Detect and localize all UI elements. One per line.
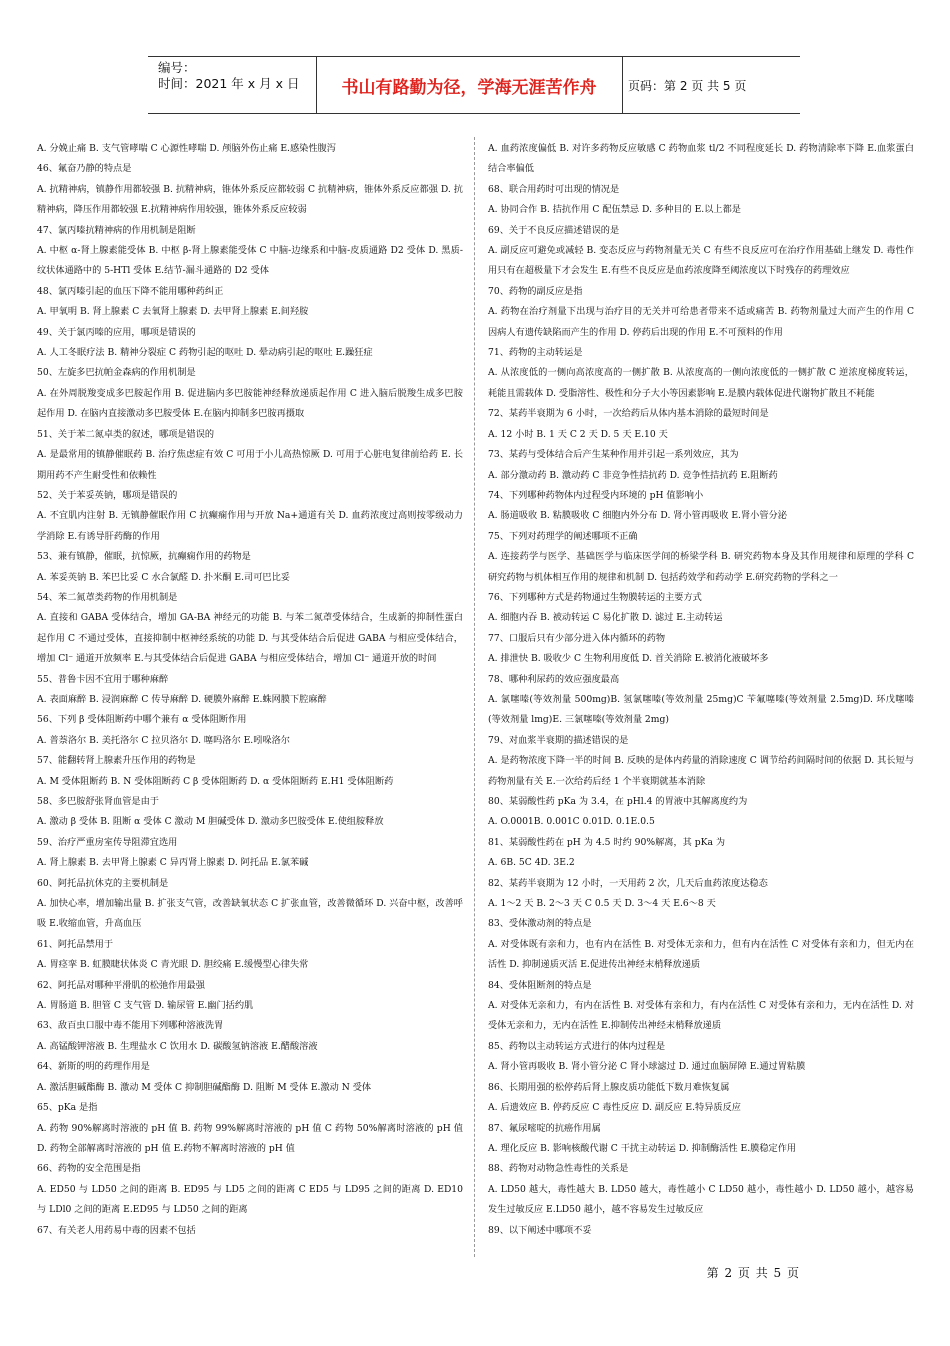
question-line: A. 普萘洛尔 B. 美托洛尔 C 拉贝洛尔 D. 噻吗洛尔 E.吲哚洛尔 bbox=[37, 734, 290, 746]
question-line: 46、氟奋乃静的特点是 bbox=[37, 163, 132, 175]
question-line: 59、治疗严重房室传导阻滞宜选用 bbox=[37, 836, 178, 848]
question-line: A. 高锰酸钾溶液 B. 生理盐水 C 饮用水 D. 碳酸氢钠溶液 E.醋酸溶液 bbox=[37, 1040, 318, 1052]
question-line: 83、受体激动剂的特点是 bbox=[488, 918, 592, 930]
question-line: A. 肾上腺素 B. 去甲肾上腺素 C 异丙肾上腺素 D. 阿托品 E.氯苯碱 bbox=[37, 857, 309, 869]
question-line: 84、受体阻断剂的特点是 bbox=[488, 979, 592, 991]
question-line: 48、氯丙嗪引起的血压下降不能用哪种药纠正 bbox=[37, 285, 224, 297]
page-footer: 第 2 页 共 5 页 bbox=[706, 1266, 800, 1280]
question-line: 89、以下阐述中哪项不妥 bbox=[488, 1224, 592, 1236]
question-line: 85、药物以主动转运方式进行的体内过程是 bbox=[488, 1040, 666, 1052]
question-line: 50、左旋多巴抗帕金森病的作用机制是 bbox=[37, 367, 196, 379]
question-line: A. 药物 90%解离时溶液的 pH 值 B. 药物 99%解离时溶液的 pH 值 C 药物 50%解离时溶液的 pH 值 D. 药物全部解离时溶液的 pH 值 E.药物不解离时溶液的 pH 值 bbox=[37, 1122, 463, 1154]
question-line: A. 表面麻醉 B. 浸润麻醉 C 传导麻醉 D. 硬膜外麻醉 E.蛛网膜下腔麻醉 bbox=[37, 693, 327, 705]
question-line: 58、多巴胺舒张肾血管是由于 bbox=[37, 796, 159, 807]
question-line: A. ED50 与 LD50 之间的距离 B. ED95 与 LD5 之间的距离 C ED5 与 LD95 之间的距离 D. ED10 与 LDl0 之间的距离 E.ED95 与 LD50 之间的距离 bbox=[37, 1183, 463, 1216]
question-line: 87、氟尿嘧啶的抗癌作用属 bbox=[488, 1122, 601, 1134]
question-line: A. 12 小时 B. 1 天 C 2 天 D. 5 天 E.10 天 bbox=[488, 428, 668, 440]
column-divider bbox=[474, 137, 475, 1257]
question-line: 62、阿托品对哪种平滑肌的松弛作用最强 bbox=[37, 979, 205, 991]
question-line: 81、某弱酸性药在 pH 为 4.5 时约 90%解离，其 pKa 为 bbox=[488, 836, 726, 848]
question-line: A. 激活胆碱酯酶 B. 激动 M 受体 C 抑制胆碱酯酶 D. 阻断 M 受体 E.激动 N 受体 bbox=[37, 1081, 372, 1093]
question-line: 65、pKa 是指 bbox=[37, 1102, 98, 1114]
left-column bbox=[37, 139, 463, 1241]
motto: 书山有路勤为径，学海无涯苦作舟 bbox=[341, 77, 597, 98]
question-line: A. 从浓度低的一侧向高浓度高的一侧扩散 B. 从浓度高的一侧向浓度低的一侧扩散 C 逆浓度梯度转运，耗能且需载体 D. 受脂溶性、极性和分子大小等因素影响 E.是膜内载体促进代谢物扩散且不耗能 bbox=[488, 367, 914, 399]
question-line: A. 肾小管再吸收 B. 肾小管分泌 C 肾小球滤过 D. 通过血脑屏障 E.通过胃粘膜 bbox=[488, 1061, 806, 1073]
question-line: 68、联合用药时可出现的情况是 bbox=[488, 183, 620, 195]
question-line: A. 药物在治疗剂量下出现与治疗目的无关并可给患者带来不适或痛苦 B. 药物剂量过大而产生的作用 C 因病人有遗传缺陷而产生的作用 D. 停药后出现的作用 E.不可预料的作用 bbox=[488, 306, 914, 338]
question-line: 60、阿托品抗休克的主要机制是 bbox=[37, 877, 169, 889]
question-line: 52、关于苯妥英钠，哪项是错误的 bbox=[37, 489, 178, 501]
question-line: 64、新斯的明的药理作用是 bbox=[37, 1061, 150, 1073]
question-line: A. 不宜肌内注射 B. 无镇静催眠作用 C 抗癫痫作用与开放 Na+通道有关 D. 血药浓度过高则按零级动力学消除 E.有诱导肝药酶的作用 bbox=[37, 510, 463, 542]
question-line: A. 氯噻嗪(等效剂量 500mg)B. 氢氯噻嗪(等效剂量 25mg)C 苄氟噻嗪(等效剂量 2.5mg)D. 环戊噻嗪(等效剂量 lmg)E. 三氯噻嗪(等效剂量 2mg) bbox=[488, 693, 914, 726]
question-line: 69、关于不良反应描述错误的是 bbox=[488, 224, 620, 236]
question-line: 73、某药与受体结合后产生某种作用并引起一系列效应，其为 bbox=[488, 449, 739, 461]
question-line: A. 胃肠道 B. 胆管 C 支气管 D. 输尿管 E.幽门括约肌 bbox=[37, 1000, 254, 1012]
question-line: A. 在外周脱羧变成多巴胺起作用 B. 促进脑内多巴胺能神经释放递质起作用 C 进入脑后脱羧生成多巴胺起作用 D. 在脑内直接激动多巴胺受体 E.在脑内抑制多巴胺再摄取 bbox=[37, 387, 463, 420]
question-line: 86、长期用强的松停药后肾上腺皮质功能低下数月难恢复属 bbox=[488, 1081, 730, 1093]
time-label: 时间：2021 年 x 月 x 日 bbox=[158, 76, 300, 91]
question-line: 74、下列哪种药物体内过程受内环境的 pH 值影响小 bbox=[488, 489, 704, 501]
question-line: A. 直接和 GABA 受体结合，增加 GA-BA 神经元的功能 B. 与苯二氮䓬受体结合，生成新的抑制性蛋白起作用 C 不通过受体，直接抑制中枢神经系统的功能 D. 与其受体结合后促进 GABA 与相应受体结合，增加 Cl⁻ 通道开放频率 E.与其受体结合后促进 GABA 与相应受体结合，增加 Cl⁻ 通道开放的时间 bbox=[37, 612, 463, 665]
question-line: A. 是最常用的镇静催眠药 B. 治疗焦虑症有效 C 可用于小儿高热惊厥 D. 可用于心脏电复律前给药 E. 长期用药不产生耐受性和依赖性 bbox=[37, 449, 463, 481]
question-line: A. 分娩止痛 B. 支气管哮喘 C 心源性哮喘 D. 颅脑外伤止痛 E.感染性腹泻 bbox=[37, 143, 336, 154]
question-line: A. 是药物浓度下降一半的时间 B. 反映的是体内药量的消除速度 C 调节给药间隔时间的依据 D. 其长短与药物剂量有关 E.一次给药后经 1 个半衰期就基本消除 bbox=[488, 755, 914, 787]
question-line: A. 加快心率，增加输出量 B. 扩张支气管，改善缺氧状态 C 扩张血管，改善微循环 D. 兴奋中枢，改善呼吸 E.收缩血管，升高血压 bbox=[37, 898, 463, 930]
question-line: 76、下列哪种方式是药物通过生物膜转运的主要方式 bbox=[488, 591, 702, 603]
question-line: 55、普鲁卡因不宜用于哪种麻醉 bbox=[37, 673, 169, 685]
question-line: 82、某药半衰期为 12 小时，一天用药 2 次，几天后血药浓度达稳态 bbox=[488, 877, 768, 889]
page-info: 页码：第 2 页 共 5 页 bbox=[628, 79, 747, 93]
question-line: A. 对受体无亲和力，有内在活性 B. 对受体有亲和力，有内在活性 C 对受体有亲和力，无内在活性 D. 对受体无亲和力，无内在活性 E.抑制传出神经末梢释放递质 bbox=[488, 1000, 914, 1032]
question-line: 88、药物对动物急性毒性的关系是 bbox=[488, 1163, 629, 1175]
question-line: A. 苯妥英钠 B. 苯巴比妥 C 水合氯醛 D. 扑米酮 E.司可巴比妥 bbox=[37, 571, 290, 583]
question-line: A. 胃痉挛 B. 虹膜睫状体炎 C 青光眼 D. 胆绞痛 E.缓慢型心律失常 bbox=[37, 959, 309, 971]
question-line: A. 6B. 5C 4D. 3E.2 bbox=[488, 857, 575, 869]
question-line: A. 连接药学与医学、基础医学与临床医学间的桥梁学科 B. 研究药物本身及其作用规律和原理的学科 C 研究药物与机体相互作用的规律和机制 D. 包括药效学和药动学 E.研究药物的学科之一 bbox=[488, 551, 914, 583]
question-line: A. 肠道吸收 B. 粘膜吸收 C 细胞内外分布 D. 肾小管再吸收 E.肾小管分泌 bbox=[488, 510, 787, 522]
question-line: A. 副反应可避免或减轻 B. 变态反应与药物剂量无关 C 有些不良反应可在治疗作用基础上继发 D. 毒性作用只有在超极量下才会发生 E.有些不良反应是血药浓度降至阈浓度以下时残存的药理效应 bbox=[488, 245, 914, 277]
question-line: A. LD50 越大，毒性越大 B. LD50 越大，毒性越小 C LD50 越小，毒性越小 D. LD50 越小，越容易发生过敏反应 E.LD50 越小，越不容易发生过敏反应 bbox=[488, 1183, 914, 1216]
question-line: 47、氯丙嗪抗精神病的作用机制是阻断 bbox=[37, 224, 196, 236]
question-line: A. 1～2 天 B. 2～3 天 C 0.5 天 D. 3～4 天 E.6～8 天 bbox=[488, 898, 716, 910]
question-line: A. 人工冬眠疗法 B. 精神分裂症 C 药物引起的呕吐 D. 晕动病引起的呕吐 E.躁狂症 bbox=[37, 347, 373, 359]
question-line: 70、药物的副反应是指 bbox=[488, 285, 583, 297]
page-header bbox=[148, 56, 800, 114]
question-line: A. 中枢 α-肾上腺素能受体 B. 中枢 β-肾上腺素能受体 C 中脑-边缘系和中脑-皮质通路 D2 受体 D. 黑质-纹状体通路中的 5-HTl 受体 E.结节-漏斗通路的 D2 受体 bbox=[37, 245, 463, 277]
question-line: 75、下列对药理学的阐述哪项不正确 bbox=[488, 530, 638, 542]
serial-label: 编号： bbox=[158, 60, 196, 75]
question-line: 78、哪种利尿药的效应强度最高 bbox=[488, 673, 620, 685]
question-line: 63、敌百虫口服中毒不能用下列哪种溶液洗胃 bbox=[37, 1020, 224, 1032]
question-line: 71、药物的主动转运是 bbox=[488, 347, 583, 359]
header-divider bbox=[316, 57, 317, 113]
question-line: A. 协同合作 B. 拮抗作用 C 配伍禁忌 D. 多种目的 E.以上都是 bbox=[488, 204, 741, 216]
question-line: A. 对受体既有亲和力，也有内在活性 B. 对受体无亲和力，但有内在活性 C 对受体有亲和力，但无内在活性 D. 抑制递质灭活 E.促进传出神经末梢释放递质 bbox=[488, 938, 914, 971]
right-column bbox=[488, 139, 914, 1241]
header-divider bbox=[622, 57, 623, 113]
header-meta bbox=[158, 60, 299, 92]
question-line: 72、某药半衰期为 6 小时，一次给药后从体内基本消除的最短时间是 bbox=[488, 408, 769, 420]
question-line: 54、苯二氮䓬类药物的作用机制是 bbox=[37, 591, 178, 603]
question-line: A. 细胞内吞 B. 被动转运 C 易化扩散 D. 滤过 E.主动转运 bbox=[488, 612, 723, 624]
question-line: A. 后遗效应 B. 停药反应 C 毒性反应 D. 副反应 E.特异质反应 bbox=[488, 1102, 741, 1114]
question-line: 49、关于氯丙嗪的应用，哪项是错误的 bbox=[37, 326, 196, 338]
question-line: 66、药物的安全范围是指 bbox=[37, 1163, 141, 1175]
question-line: A. M 受体阻断药 B. N 受体阻断药 C β 受体阻断药 D. α 受体阻断药 E.H1 受体阻断药 bbox=[37, 775, 394, 787]
question-line: A. 甲氧明 B. 肾上腺素 C 去氧肾上腺素 D. 去甲肾上腺素 E.间羟胺 bbox=[37, 306, 309, 318]
question-line: 51、关于苯二氮卓类的叙述，哪项是错误的 bbox=[37, 428, 215, 440]
question-line: A. 部分激动药 B. 激动药 C 非竞争性拮抗药 D. 竞争性拮抗药 E.阻断药 bbox=[488, 469, 778, 481]
question-line: 53、兼有镇静，催眠，抗惊厥，抗癫痫作用的药物是 bbox=[37, 551, 251, 563]
question-line: A. 激动 β 受体 B. 阻断 α 受体 C 激动 M 胆碱受体 D. 激动多巴胺受体 E.使组胺释放 bbox=[37, 816, 384, 828]
question-line: 79、对血浆半衰期的描述错误的是 bbox=[488, 734, 629, 746]
question-line: 67、有关老人用药易中毒的因素不包括 bbox=[37, 1224, 196, 1236]
question-line: A. 排泄快 B. 吸收少 C 生物利用度低 D. 首关消除 E.被消化液破坏多 bbox=[488, 653, 769, 665]
question-line: 61、阿托品禁用于 bbox=[37, 938, 114, 950]
question-line: 77、口服后只有少部分进入体内循环的药物 bbox=[488, 632, 666, 644]
question-line: A. 血药浓度偏低 B. 对许多药物反应敏感 C 药物血浆 tl/2 不同程度延长 D. 药物清除率下降 E.血浆蛋白结合率偏低 bbox=[488, 143, 914, 175]
question-line: 80、某弱酸性药 pKa 为 3.4，在 pHl.4 的胃液中其解离度约为 bbox=[488, 796, 748, 807]
question-line: 57、能翻转肾上腺素升压作用的药物是 bbox=[37, 755, 196, 767]
question-line: A. 理化反应 B. 影响核酸代谢 C 干扰主动转运 D. 抑制酶活性 E.膜稳定作用 bbox=[488, 1142, 797, 1154]
question-line: 56、下列 β 受体阻断药中哪个兼有 α 受体阻断作用 bbox=[37, 714, 247, 726]
question-line: A. 抗精神病，镇静作用都较强 B. 抗精神病，锥体外系反应都较弱 C 抗精神病，锥体外系反应都强 D. 抗精神病，降压作用都较强 E.抗精神病作用较强，锥体外系反应较弱 bbox=[37, 183, 463, 216]
question-line: A. O.0001B. 0.001C 0.01D. 0.1E.0.5 bbox=[488, 816, 655, 828]
